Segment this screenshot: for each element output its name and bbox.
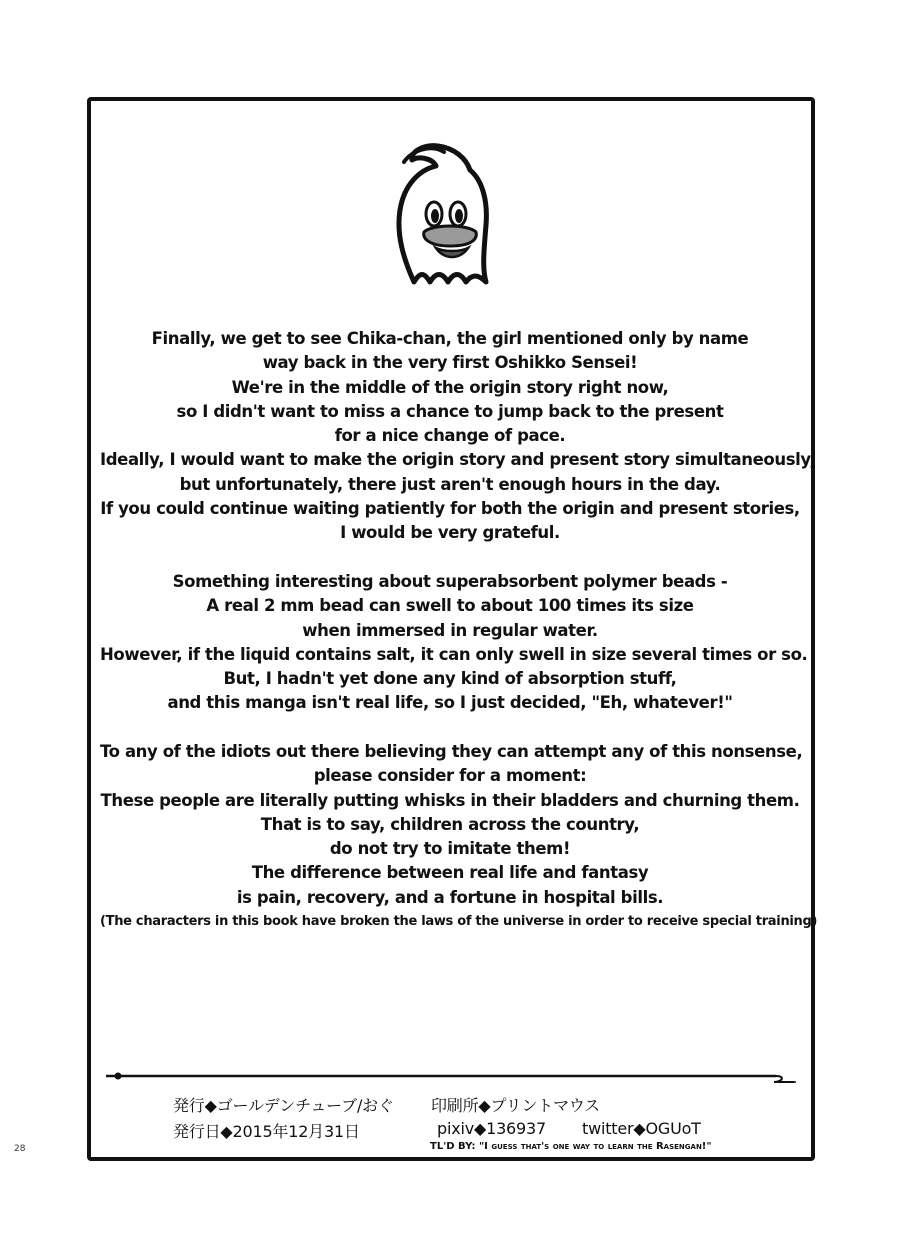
text-line: for a nice change of pace.: [334, 426, 566, 446]
publication-date: 発行日◆2015年12月31日: [173, 1122, 360, 1141]
text-line: These people are literally putting whisks in their bladders and churning them.: [100, 790, 800, 810]
paragraph-warning: [100, 740, 818, 934]
text-line: so I didn't want to miss a chance to jump back to the present: [176, 401, 724, 421]
ghost-mascot-icon: [374, 140, 504, 288]
text-line: way back in the very first Oshikko Sensei!: [262, 353, 638, 373]
text-line: Ideally, I would want to make the origin story and present story simultaneously,: [100, 450, 816, 470]
twitter-handle: twitter◆OGUoT: [582, 1119, 701, 1138]
colophon-divider: [104, 1068, 804, 1088]
text-line: I would be very grateful.: [340, 523, 560, 543]
text-line: But, I hadn't yet done any kind of absorption stuff,: [223, 669, 677, 689]
text-line: Something interesting about superabsorbent polymer beads -: [172, 572, 728, 591]
page-number: 28: [14, 1144, 26, 1154]
text-line: Finally, we get to see Chika-chan, the girl mentioned only by name: [151, 329, 749, 348]
text-line: However, if the liquid contains salt, it can only swell in size several times or so.: [100, 644, 808, 664]
publisher-info: 発行◆ゴールデンチューブ/おぐ: [173, 1096, 394, 1115]
text-line: That is to say, children across the country,: [260, 814, 640, 834]
pixiv-id: pixiv◆136937: [437, 1119, 546, 1138]
text-line: please consider for a moment:: [313, 766, 587, 786]
text-line: is pain, recovery, and a fortune in hospital bills.: [236, 887, 664, 907]
text-line: but unfortunately, there just aren't enough hours in the day.: [179, 474, 721, 494]
text-line: and this manga isn't real life, so I just decided, "Eh, whatever!": [167, 693, 733, 713]
printer-info: 印刷所◆プリントマウス: [431, 1096, 600, 1115]
translator-label: TL'D BY:: [430, 1141, 476, 1152]
paragraph-intro: [100, 327, 816, 546]
text-line: The difference between real life and fantasy: [251, 863, 649, 883]
text-line: If you could continue waiting patiently for both the origin and present stories,: [100, 499, 800, 519]
translator-quote: "I guess that's one way to learn the Rasengan!": [478, 1141, 712, 1152]
paragraph-polymer-beads: [100, 570, 808, 716]
text-line: To any of the idiots out there believing they can attempt any of this nonsense,: [100, 742, 803, 761]
text-line: when immersed in regular water.: [302, 620, 598, 640]
text-line: We're in the middle of the origin story right now,: [231, 377, 669, 397]
translator-credit: [430, 1141, 712, 1152]
text-line: A real 2 mm bead can swell to about 100 times its size: [206, 596, 694, 616]
text-line: do not try to imitate them!: [329, 839, 571, 859]
footnote: (The characters in this book have broken the laws of the universe in order to receive special training): [100, 914, 818, 930]
